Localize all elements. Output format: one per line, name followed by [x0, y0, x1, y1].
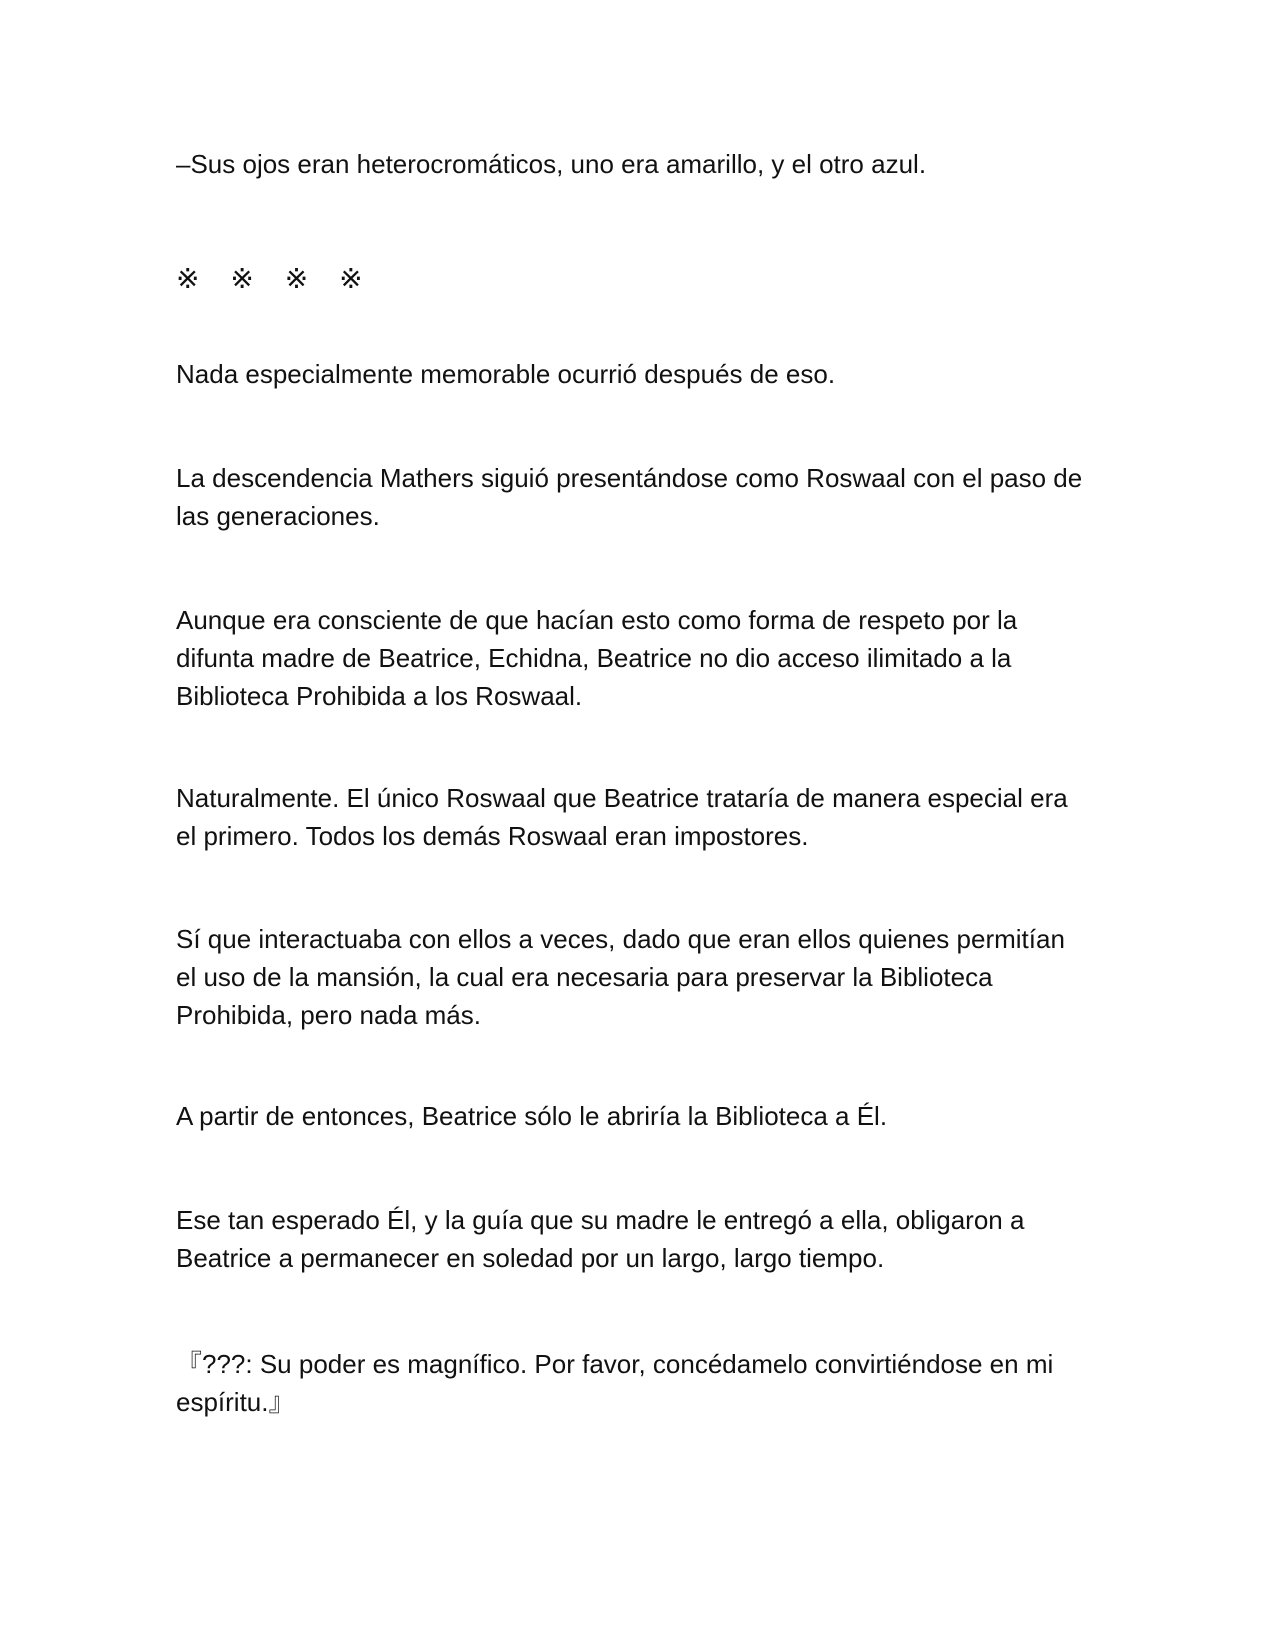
- paragraph-line: Biblioteca Prohibida a los Roswaal.: [176, 681, 583, 711]
- paragraph-8: [176, 1345, 1106, 1421]
- paragraph-line: Aunque era consciente de que hacían esto como forma de respeto por la: [176, 605, 1018, 635]
- paragraph-line: La descendencia Mathers siguió presentándose como Roswaal con el paso de: [176, 463, 1083, 493]
- paragraph-line: difunta madre de Beatrice, Echidna, Beatrice no dio acceso ilimitado a la: [176, 643, 1012, 673]
- paragraph-4: [176, 779, 1106, 855]
- paragraph-line: el primero. Todos los demás Roswaal eran impostores.: [176, 821, 809, 851]
- paragraph-2: [176, 459, 1106, 535]
- paragraph-5: [176, 920, 1106, 1034]
- paragraph-line: A partir de entonces, Beatrice sólo le abriría la Biblioteca a Él.: [176, 1101, 888, 1131]
- opening-line: [176, 145, 1106, 183]
- paragraph-1: [176, 355, 1106, 393]
- section-separator: ※ ※ ※ ※: [176, 262, 365, 295]
- paragraph-line: Nada especialmente memorable ocurrió después de eso.: [176, 359, 836, 389]
- paragraph-line: el uso de la mansión, la cual era necesaria para preservar la Biblioteca: [176, 962, 993, 992]
- paragraph-line: Naturalmente. El único Roswaal que Beatrice trataría de manera especial era: [176, 783, 1068, 813]
- paragraph-7: [176, 1201, 1106, 1277]
- paragraph-line: Beatrice a permanecer en soledad por un largo, largo tiempo.: [176, 1243, 885, 1273]
- paragraph-6: [176, 1097, 1106, 1135]
- paragraph-line: Ese tan esperado Él, y la guía que su madre le entregó a ella, obligaron a: [176, 1205, 1025, 1235]
- paragraph-3: [176, 601, 1106, 715]
- paragraph-line: 『???: Su poder es magnífico. Por favor, concédamelo convirtiéndose en mi: [176, 1349, 1054, 1379]
- paragraph-line: Prohibida, pero nada más.: [176, 1000, 481, 1030]
- opening-line-text: –Sus ojos eran heterocromáticos, uno era amarillo, y el otro azul.: [176, 149, 927, 179]
- paragraph-line: las generaciones.: [176, 501, 380, 531]
- paragraph-line: Sí que interactuaba con ellos a veces, dado que eran ellos quienes permitían: [176, 924, 1065, 954]
- paragraph-line: espíritu.』: [176, 1387, 295, 1417]
